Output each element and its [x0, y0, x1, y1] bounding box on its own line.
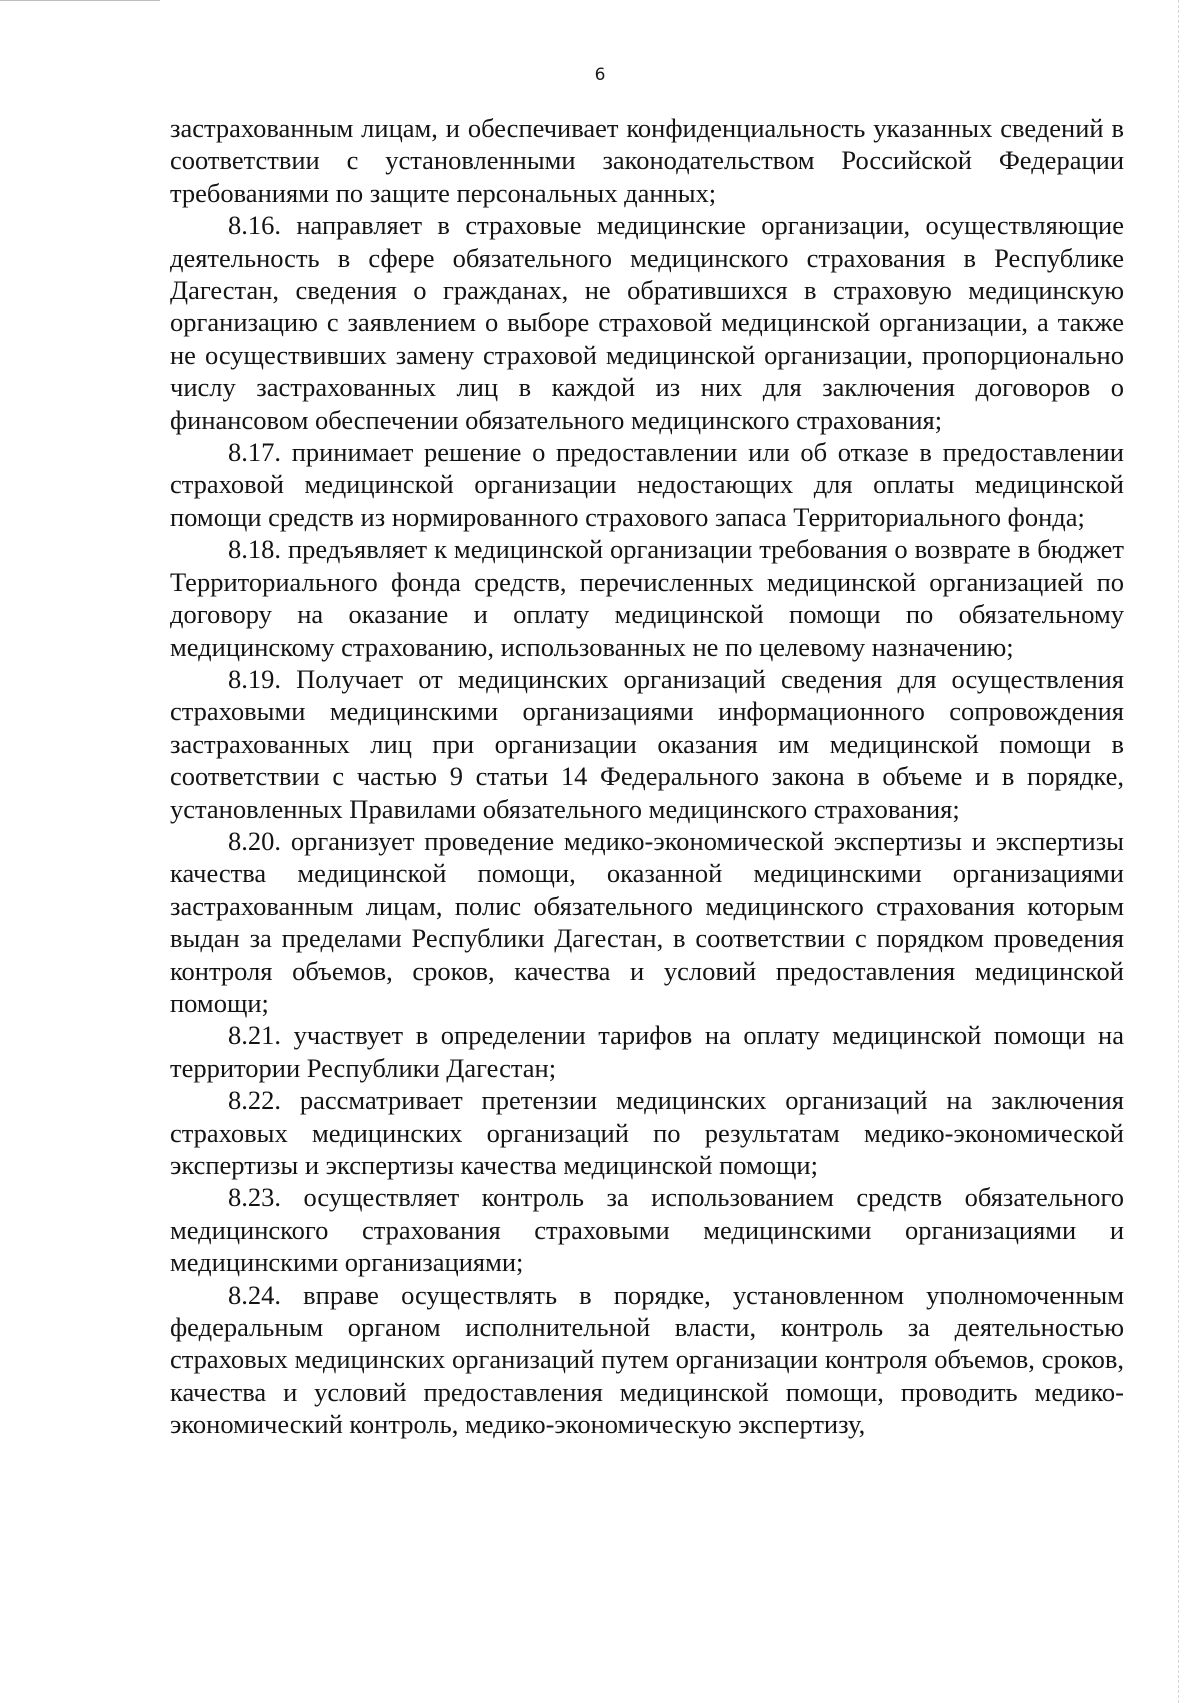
paragraph-8-22: 8.22. рассматривает претензии медицинских организаций на заключения страховых медицинских организаций по результатам медико-экономической экспертизы и экспертизы качества медицинской помощи;: [170, 1085, 1124, 1180]
paragraph-8-16: 8.16. направляет в страховые медицинские организации, осуществляющие деятельность в сфере обязательного медицинского страхования в Республике Дагестан, сведения о гражданах, не обратившихся в страховую медицинскую организацию с заявлением о выборе страховой медицинской организации, а также не осуществивших замену страховой медицинской организации, пропорционально числу застрахованных лиц в каждой из них для заключения договоров о финансовом обеспечении обязательного медицинского страхования;: [170, 210, 1124, 435]
paragraph-8-24: 8.24. вправе осуществлять в порядке, установленном уполномоченным федеральным органом исполнительной власти, контроль за деятельностью страховых медицинских организаций путем организации контроля объемов, сроков, качества и условий предоставления медицинской помощи, проводить медико-экономический контроль, медико-экономическую экспертизу,: [170, 1279, 1124, 1440]
paragraph-8-17: 8.17. принимает решение о предоставлении или об отказе в предоставлении страховой медицинской организации недостающих для оплаты медицинской помощи средств из нормированного страхового запаса Территориального фонда;: [170, 437, 1124, 532]
paragraph-8-19: 8.19. Получает от медицинских организаций сведения для осуществления страховыми медицинскими организациями информационного сопровождения застрахованных лиц при организации оказания им медицинской помощи в соответствии с частью 9 статьи 14 Федерального закона в объеме и в порядке, установленных Правилами обязательного медицинского страхования;: [170, 663, 1124, 824]
paragraph-8-23: 8.23. осуществляет контроль за использованием средств обязательного медицинского страхования страховыми медицинскими организациями и медицинскими организациями;: [170, 1182, 1124, 1278]
page-number: 6: [594, 65, 606, 85]
paragraph-8-18: 8.18. предъявляет к медицинской организации требования о возврате в бюджет Территориального фонда средств, перечисленных медицинской организацией по договору на оказание и оплату медицинской помощи по обязательному медицинскому страхованию, использованных не по целевому назначению;: [170, 534, 1124, 662]
paragraph-8-21: 8.21. участвует в определении тарифов на оплату медицинской помощи на территории Республики Дагестан;: [170, 1020, 1124, 1083]
paragraph-continuation: застрахованным лицам, и обеспечивает конфиденциальность указанных сведений в соответствии с установленными законодательством Российской Федерации требованиями по защите персональных данных;: [170, 113, 1124, 208]
document-body: [170, 112, 1124, 1441]
scan-edge-right: [1178, 0, 1179, 1703]
scan-edge-top: [0, 0, 160, 1]
paragraph-8-20: 8.20. организует проведение медико-экономической экспертизы и экспертизы качества медицинской помощи, оказанной медицинскими организациями застрахованным лицам, полис обязательного медицинского страхования которым выдан за пределами Республики Дагестан, в соответствии с порядком проведения контроля объемов, сроков, качества и условий предоставления медицинской помощи;: [170, 825, 1124, 1018]
